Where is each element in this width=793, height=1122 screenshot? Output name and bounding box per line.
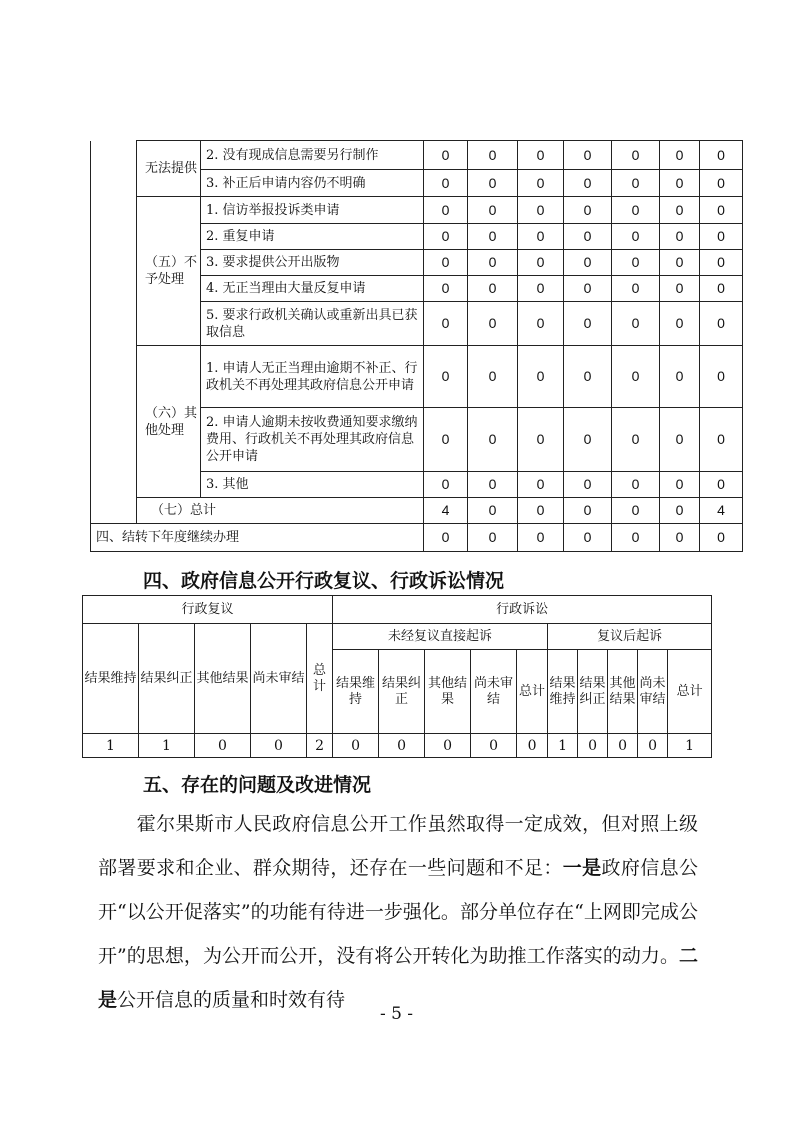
value-cell: 0	[700, 302, 743, 346]
value-cell: 0	[195, 734, 251, 758]
value-cell: 0	[518, 141, 564, 170]
column-header: 尚未审结	[638, 650, 668, 734]
value-cell: 0	[612, 250, 660, 276]
value-cell: 0	[564, 170, 612, 197]
value-cell: 0	[518, 302, 564, 346]
value-cell: 0	[468, 408, 518, 472]
table-row	[91, 141, 743, 170]
value-cell: 0	[612, 141, 660, 170]
value-cell: 0	[564, 224, 612, 250]
value-cell: 0	[424, 302, 468, 346]
category-cell: （六）其他处理	[137, 346, 201, 498]
value-cell: 0	[612, 524, 660, 552]
item-label: 3. 补正后申请内容仍不明确	[201, 170, 424, 197]
value-cell: 0	[700, 524, 743, 552]
carry-label: 四、结转下年度继续办理	[91, 524, 424, 552]
value-cell: 0	[660, 346, 700, 408]
value-cell: 0	[468, 250, 518, 276]
value-cell: 0	[468, 302, 518, 346]
value-cell: 0	[700, 250, 743, 276]
value-cell: 0	[468, 498, 518, 524]
value-cell: 0	[425, 734, 471, 758]
value-cell: 0	[468, 276, 518, 302]
column-header: 结果维持	[333, 650, 379, 734]
value-cell: 0	[700, 346, 743, 408]
emphasis-text: 二是	[98, 945, 698, 1011]
value-cell: 0	[518, 170, 564, 197]
value-cell: 1	[139, 734, 195, 758]
value-cell: 0	[612, 197, 660, 224]
paragraph-text: 公开信息的质量和时效有待	[117, 989, 346, 1011]
value-cell: 0	[660, 276, 700, 302]
table-row	[83, 596, 712, 624]
value-cell: 0	[424, 197, 468, 224]
emphasis-text: 一是	[562, 857, 602, 879]
after-review-header: 复议后起诉	[548, 624, 712, 650]
value-cell: 0	[468, 346, 518, 408]
value-cell: 0	[700, 276, 743, 302]
item-label: 1. 申请人无正当理由逾期不补正、行政机关不再处理其政府信息公开申请	[201, 346, 424, 408]
value-cell: 0	[612, 170, 660, 197]
value-cell: 1	[668, 734, 712, 758]
value-cell: 0	[468, 524, 518, 552]
value-cell: 0	[660, 498, 700, 524]
value-cell: 0	[564, 197, 612, 224]
value-cell: 0	[700, 224, 743, 250]
value-cell: 0	[518, 472, 564, 498]
value-cell: 0	[612, 224, 660, 250]
value-cell: 1	[83, 734, 139, 758]
value-cell: 0	[612, 498, 660, 524]
item-label: 3. 其他	[201, 472, 424, 498]
direct-suit-header: 未经复议直接起诉	[333, 624, 548, 650]
item-label: 1. 信访举报投诉类申请	[201, 197, 424, 224]
value-cell: 0	[700, 472, 743, 498]
total-label: （七）总计	[137, 498, 424, 524]
value-cell: 0	[660, 224, 700, 250]
value-cell: 0	[564, 302, 612, 346]
value-cell: 0	[660, 197, 700, 224]
table-row	[91, 197, 743, 224]
item-label: 5. 要求行政机关确认或重新出具已获取信息	[201, 302, 424, 346]
column-header: 总计	[517, 650, 548, 734]
value-cell: 0	[700, 408, 743, 472]
table-row	[83, 734, 712, 758]
value-cell: 0	[424, 250, 468, 276]
value-cell: 0	[564, 346, 612, 408]
section-heading: 四、政府信息公开行政复议、行政诉讼情况	[143, 570, 505, 592]
column-header: 其他结果	[608, 650, 638, 734]
value-cell: 0	[660, 250, 700, 276]
value-cell: 0	[564, 250, 612, 276]
paragraph-text: 霍尔果斯市人民政府信息公开工作虽然取得一定成效，但对照上级部署要求和企业、群众期待，还存在一些问题和不足：	[98, 813, 698, 879]
value-cell: 0	[471, 734, 517, 758]
admin-review-header: 行政复议	[83, 596, 333, 624]
value-cell: 0	[251, 734, 307, 758]
column-header: 结果纠正	[139, 624, 195, 734]
value-cell: 0	[564, 524, 612, 552]
table-row	[91, 346, 743, 408]
value-cell: 0	[424, 408, 468, 472]
value-cell: 0	[612, 302, 660, 346]
column-header: 尚未审结	[251, 624, 307, 734]
value-cell: 0	[564, 276, 612, 302]
category-cell: 无法提供	[137, 141, 201, 197]
value-cell: 4	[424, 498, 468, 524]
value-cell: 0	[578, 734, 608, 758]
column-header: 结果维持	[548, 650, 578, 734]
application-handling-table	[90, 140, 743, 552]
column-header: 结果纠正	[379, 650, 425, 734]
item-label: 2. 没有现成信息需要另行制作	[201, 141, 424, 170]
value-cell: 2	[307, 734, 333, 758]
value-cell: 0	[518, 276, 564, 302]
value-cell: 0	[612, 472, 660, 498]
value-cell: 0	[612, 408, 660, 472]
value-cell: 0	[518, 250, 564, 276]
value-cell: 0	[518, 524, 564, 552]
body-paragraph	[98, 802, 698, 1022]
value-cell: 4	[700, 498, 743, 524]
value-cell: 0	[564, 141, 612, 170]
value-cell: 0	[612, 276, 660, 302]
paragraph-text: 政府信息公开“以公开促落实”的功能有待进一步强化。部分单位存在“上网即完成公开”的思想，为公开而公开，没有将公开转化为助推工作落实的动力。	[98, 857, 698, 967]
item-label: 2. 重复申请	[201, 224, 424, 250]
column-header: 总计	[668, 650, 712, 734]
value-cell: 0	[518, 498, 564, 524]
item-label: 4. 无正当理由大量反复申请	[201, 276, 424, 302]
value-cell: 0	[660, 472, 700, 498]
section-heading: 五、存在的问题及改进情况	[143, 774, 372, 796]
value-cell: 0	[518, 224, 564, 250]
value-cell: 0	[424, 524, 468, 552]
item-label: 2. 申请人逾期未按收费通知要求缴纳费用、行政机关不再处理其政府信息公开申请	[201, 408, 424, 472]
column-header: 其他结果	[195, 624, 251, 734]
value-cell: 0	[660, 141, 700, 170]
value-cell: 0	[660, 170, 700, 197]
value-cell: 1	[548, 734, 578, 758]
value-cell: 0	[608, 734, 638, 758]
value-cell: 0	[564, 408, 612, 472]
value-cell: 0	[564, 472, 612, 498]
value-cell: 0	[424, 170, 468, 197]
value-cell: 0	[468, 170, 518, 197]
column-header: 尚未审结	[471, 650, 517, 734]
value-cell: 0	[660, 408, 700, 472]
value-cell: 0	[518, 197, 564, 224]
value-cell: 0	[638, 734, 668, 758]
value-cell: 0	[518, 408, 564, 472]
table-row-total	[91, 498, 743, 524]
review-litigation-table	[82, 595, 712, 758]
item-label: 3. 要求提供公开出版物	[201, 250, 424, 276]
value-cell: 0	[700, 197, 743, 224]
table-row	[83, 624, 712, 650]
value-cell: 0	[700, 141, 743, 170]
value-cell: 0	[468, 141, 518, 170]
value-cell: 0	[517, 734, 548, 758]
value-cell: 0	[660, 524, 700, 552]
value-cell: 0	[333, 734, 379, 758]
value-cell: 0	[700, 170, 743, 197]
table-row-carry	[91, 524, 743, 552]
value-cell: 0	[468, 472, 518, 498]
column-header: 结果维持	[83, 624, 139, 734]
value-cell: 0	[424, 224, 468, 250]
value-cell: 0	[660, 302, 700, 346]
category-cell: （五）不予处理	[137, 197, 201, 346]
value-cell: 0	[424, 472, 468, 498]
value-cell: 0	[424, 276, 468, 302]
admin-litigation-header: 行政诉讼	[333, 596, 712, 624]
page-number: - 5 -	[379, 1004, 414, 1024]
column-header: 总计	[307, 624, 333, 734]
value-cell: 0	[564, 498, 612, 524]
value-cell: 0	[612, 346, 660, 408]
column-header: 结果纠正	[578, 650, 608, 734]
value-cell: 0	[468, 224, 518, 250]
value-cell: 0	[468, 197, 518, 224]
column-header: 其他结果	[425, 650, 471, 734]
value-cell: 0	[379, 734, 425, 758]
value-cell: 0	[424, 141, 468, 170]
value-cell: 0	[518, 346, 564, 408]
value-cell: 0	[424, 346, 468, 408]
blank-cell	[91, 141, 137, 524]
